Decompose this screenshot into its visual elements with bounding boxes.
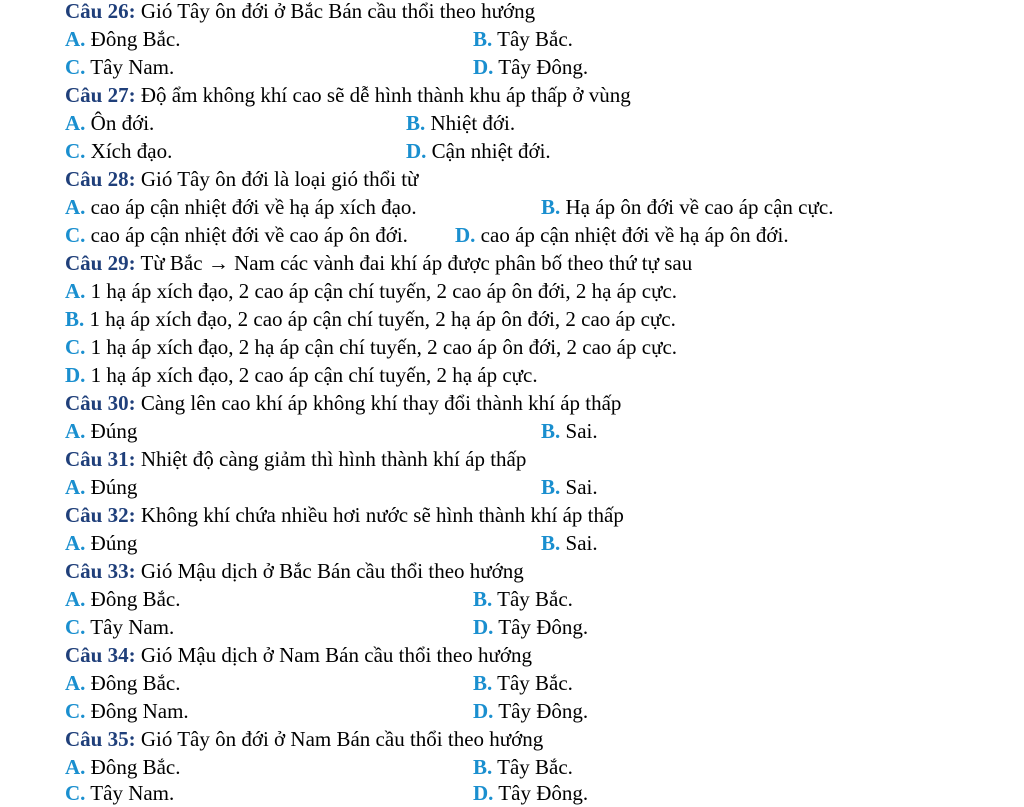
option-d: D. 1 hạ áp xích đạo, 2 cao áp cận chí tuyến, 2 hạ áp cực. [65, 363, 538, 387]
option-a: A. Ôn đới. [65, 111, 155, 135]
option-d: D. Tây Đông. [473, 55, 589, 79]
option-a: A. Đúng [65, 475, 138, 499]
option-c: C. Tây Nam. [65, 781, 175, 805]
option-c: C. 1 hạ áp xích đạo, 2 hạ áp cận chí tuyến, 2 cao áp ôn đới, 2 cao áp cực. [65, 335, 678, 359]
option-d: D. Tây Đông. [473, 615, 589, 639]
question-30: Câu 30: Càng lên cao khí áp không khí thay đổi thành khí áp thấp [65, 391, 622, 415]
question-32: Câu 32: Không khí chứa nhiều hơi nước sẽ hình thành khí áp thấp [65, 503, 624, 527]
option-b: B. Sai. [541, 531, 598, 555]
option-b: B. Tây Bắc. [473, 587, 573, 611]
question-33: Câu 33: Gió Mậu dịch ở Bắc Bán cầu thổi theo hướng [65, 559, 524, 583]
option-b: B. Sai. [541, 475, 598, 499]
question-27: Câu 27: Độ ẩm không khí cao sẽ dễ hình thành khu áp thấp ở vùng [65, 83, 631, 107]
option-b: B. Nhiệt đới. [406, 111, 516, 135]
option-b: B. Tây Bắc. [473, 755, 573, 779]
option-a: A. Đúng [65, 531, 138, 555]
question-31: Câu 31: Nhiệt độ càng giảm thì hình thành khí áp thấp [65, 447, 527, 471]
option-c: C. Xích đạo. [65, 139, 173, 163]
option-a: A. Đông Bắc. [65, 587, 181, 611]
option-b: B. Tây Bắc. [473, 671, 573, 695]
question-29: Câu 29: Từ Bắc → Nam các vành đai khí áp được phân bố theo thứ tự sau [65, 251, 693, 275]
option-a: A. cao áp cận nhiệt đới về hạ áp xích đạo. [65, 195, 417, 219]
option-d: D. cao áp cận nhiệt đới về hạ áp ôn đới. [455, 223, 789, 247]
option-c: C. Đông Nam. [65, 699, 189, 723]
option-c: C. Tây Nam. [65, 615, 175, 639]
option-d: D. Tây Đông. [473, 781, 589, 805]
option-a: A. Đông Bắc. [65, 671, 181, 695]
option-a: A. Đông Bắc. [65, 27, 181, 51]
question-35: Câu 35: Gió Tây ôn đới ở Nam Bán cầu thổi theo hướng [65, 727, 544, 751]
question-26: Câu 26: Gió Tây ôn đới ở Bắc Bán cầu thổi theo hướng [65, 0, 536, 23]
option-a: A. Đúng [65, 419, 138, 443]
option-a: A. 1 hạ áp xích đạo, 2 cao áp cận chí tuyến, 2 cao áp ôn đới, 2 hạ áp cực. [65, 279, 678, 303]
option-c: C. cao áp cận nhiệt đới về cao áp ôn đới. [65, 223, 408, 247]
option-b: B. Tây Bắc. [473, 27, 573, 51]
option-d: D. Cận nhiệt đới. [406, 139, 551, 163]
option-b: B. Sai. [541, 419, 598, 443]
option-b: B. Hạ áp ôn đới về cao áp cận cực. [541, 195, 834, 219]
question-34: Câu 34: Gió Mậu dịch ở Nam Bán cầu thổi theo hướng [65, 643, 532, 667]
option-c: C. Tây Nam. [65, 55, 175, 79]
option-a: A. Đông Bắc. [65, 755, 181, 779]
question-28: Câu 28: Gió Tây ôn đới là loại gió thổi từ [65, 167, 419, 191]
option-d: D. Tây Đông. [473, 699, 589, 723]
option-b: B. 1 hạ áp xích đạo, 2 cao áp cận chí tuyến, 2 hạ áp ôn đới, 2 cao áp cực. [65, 307, 676, 331]
